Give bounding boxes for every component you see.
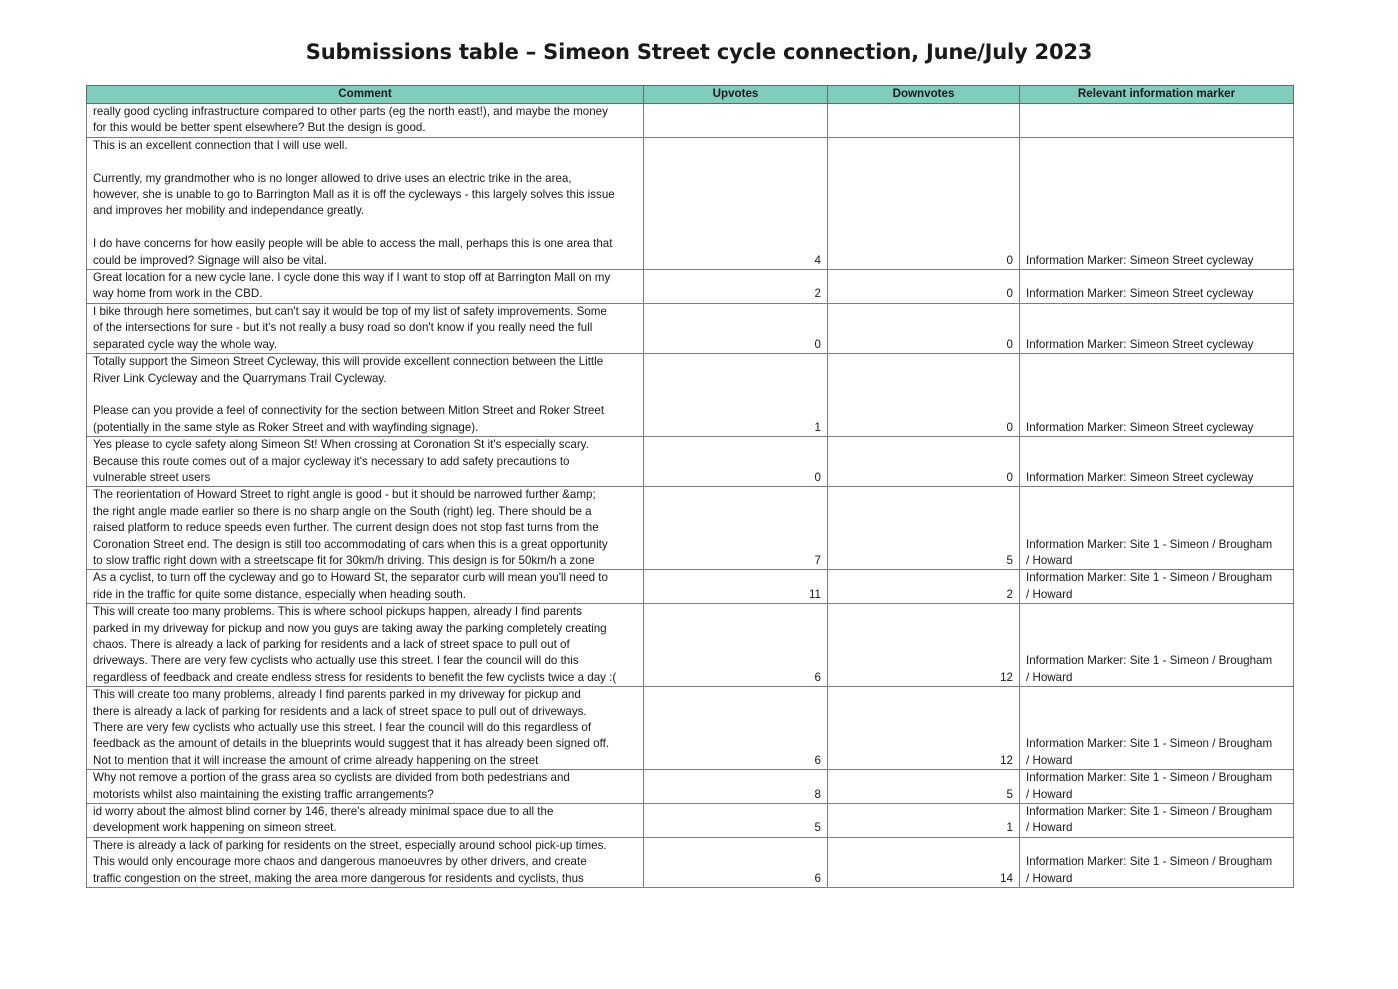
upvotes-cell: 8 [644, 770, 828, 804]
downvotes-cell: 2 [828, 570, 1020, 604]
downvotes-cell: 5 [828, 487, 1020, 570]
downvotes-cell: 12 [828, 687, 1020, 770]
downvotes-cell: 14 [828, 837, 1020, 887]
downvotes-cell: 0 [828, 437, 1020, 487]
marker-cell: Information Marker: Site 1 - Simeon / Brougham / Howard [1020, 570, 1294, 604]
header-row [87, 86, 1294, 104]
comment-cell: id worry about the almost blind corner by 146, there's already minimal space due to all the development work happening on simeon street. [87, 804, 644, 838]
marker-cell: Information Marker: Site 1 - Simeon / Brougham / Howard [1020, 770, 1294, 804]
table-row [87, 687, 1294, 770]
upvotes-cell [644, 104, 828, 138]
comment-cell: Yes please to cycle safety along Simeon St! When crossing at Coronation St it's especially scary. Because this route comes out of a major cycleway it's necessary to add safety precautions to vulnerable street users [87, 437, 644, 487]
downvotes-cell [828, 104, 1020, 138]
marker-cell: Information Marker: Site 1 - Simeon / Brougham / Howard [1020, 687, 1294, 770]
table-header [87, 86, 1294, 104]
comment-cell: As a cyclist, to turn off the cycleway and go to Howard St, the separator curb will mean you'll need to ride in the traffic for quite some distance, especially when heading south. [87, 570, 644, 604]
submissions-table [86, 85, 1294, 888]
table-row [87, 137, 1294, 269]
table-row [87, 354, 1294, 437]
comment-cell: Totally support the Simeon Street Cycleway, this will provide excellent connection between the Little River Link Cycleway and the Quarrymans Trail Cycleway. Please can you provide a feel of connectivity for the section between Mitlon Street and Roker Street (potentially in the same style as Roker Street and with wayfinding signage). [87, 354, 644, 437]
downvotes-cell: 0 [828, 303, 1020, 353]
downvotes-cell: 0 [828, 354, 1020, 437]
upvotes-cell: 1 [644, 354, 828, 437]
comment-cell: This is an excellent connection that I will use well. Currently, my grandmother who is no longer allowed to drive uses an electric trike in the area, however, she is unable to go to Barrington Mall as it is off the cycleways - this largely solves this issue and improves her mobility and independance greatly. I do have concerns for how easily people will be able to access the mall, perhaps this is one area that could be improved? Signage will also be vital. [87, 137, 644, 269]
table-row [87, 604, 1294, 687]
column-header-downvotes: Downvotes [828, 86, 1020, 104]
upvotes-cell: 6 [644, 604, 828, 687]
marker-cell: Information Marker: Site 1 - Simeon / Brougham / Howard [1020, 837, 1294, 887]
marker-cell: Information Marker: Site 1 - Simeon / Brougham / Howard [1020, 604, 1294, 687]
downvotes-cell: 0 [828, 137, 1020, 269]
downvotes-cell: 5 [828, 770, 1020, 804]
table-row [87, 104, 1294, 138]
comment-cell: I bike through here sometimes, but can't say it would be top of my list of safety improvements. Some of the intersections for sure - but it's not really a busy road so don't know if you really need the full separated cycle way the whole way. [87, 303, 644, 353]
table-row [87, 570, 1294, 604]
column-header-comment: Comment [87, 86, 644, 104]
table-row [87, 303, 1294, 353]
upvotes-cell: 5 [644, 804, 828, 838]
table-row [87, 437, 1294, 487]
table-row [87, 804, 1294, 838]
column-header-upvotes: Upvotes [644, 86, 828, 104]
marker-cell: Information Marker: Simeon Street cycleway [1020, 303, 1294, 353]
marker-cell: Information Marker: Site 1 - Simeon / Brougham / Howard [1020, 487, 1294, 570]
table-row [87, 770, 1294, 804]
comment-cell: Why not remove a portion of the grass area so cyclists are divided from both pedestrians and motorists whilst also maintaining the existing traffic arrangements? [87, 770, 644, 804]
comment-cell: really good cycling infrastructure compared to other parts (eg the north east!), and maybe the money for this would be better spent elsewhere? But the design is good. [87, 104, 644, 138]
marker-cell: Information Marker: Site 1 - Simeon / Brougham / Howard [1020, 804, 1294, 838]
upvotes-cell: 4 [644, 137, 828, 269]
upvotes-cell: 0 [644, 437, 828, 487]
marker-cell: Information Marker: Simeon Street cycleway [1020, 354, 1294, 437]
upvotes-cell: 2 [644, 270, 828, 304]
downvotes-cell: 12 [828, 604, 1020, 687]
comment-cell: Great location for a new cycle lane. I cycle done this way if I want to stop off at Barrington Mall on my way home from work in the CBD. [87, 270, 644, 304]
downvotes-cell: 1 [828, 804, 1020, 838]
marker-cell: Information Marker: Simeon Street cycleway [1020, 137, 1294, 269]
upvotes-cell: 7 [644, 487, 828, 570]
upvotes-cell: 6 [644, 687, 828, 770]
comment-cell: The reorientation of Howard Street to right angle is good - but it should be narrowed further &amp; the right angle made earlier so there is no sharp angle on the South (right) leg. There should be a raised platform to reduce speeds even further. The current design does not stop fast turns from the Coronation Street end. The design is still too accommodating of cars when this is a great opportunity to slow traffic right down with a streetscape fit for 30km/h driving. This design is for 50km/h a zone [87, 487, 644, 570]
upvotes-cell: 6 [644, 837, 828, 887]
table-body [87, 104, 1294, 888]
comment-cell: This will create too many problems, already I find parents parked in my driveway for pickup and there is already a lack of parking for residents and a lack of street space to pull out of driveways. There are very few cyclists who actually use this street. I fear the council will do this regardless of feedback as the amount of details in the blueprints would suggest that it has already been signed off. Not to mention that it will increase the amount of crime already happening on the street [87, 687, 644, 770]
column-header-marker: Relevant information marker [1020, 86, 1294, 104]
table-row [87, 270, 1294, 304]
upvotes-cell: 11 [644, 570, 828, 604]
marker-cell: Information Marker: Simeon Street cycleway [1020, 437, 1294, 487]
page-title: Submissions table – Simeon Street cycle connection, June/July 2023 [305, 40, 1093, 64]
table-row [87, 487, 1294, 570]
comment-cell: There is already a lack of parking for residents on the street, especially around school pick-up times. This would only encourage more chaos and dangerous manoeuvres by other drivers, and create traffic congestion on the street, making the area more dangerous for residents and cyclists, thus [87, 837, 644, 887]
marker-cell [1020, 104, 1294, 138]
upvotes-cell: 0 [644, 303, 828, 353]
downvotes-cell: 0 [828, 270, 1020, 304]
marker-cell: Information Marker: Simeon Street cycleway [1020, 270, 1294, 304]
table-row [87, 837, 1294, 887]
comment-cell: This will create too many problems. This is where school pickups happen, already I find parents parked in my driveway for pickup and now you guys are taking away the parking completely creating chaos. There is already a lack of parking for residents and a lack of street space to pull out of driveways. There are very few cyclists who actually use this street. I fear the council will do this regardless of feedback and create endless stress for residents to benefit the few cyclists twice a day :( [87, 604, 644, 687]
